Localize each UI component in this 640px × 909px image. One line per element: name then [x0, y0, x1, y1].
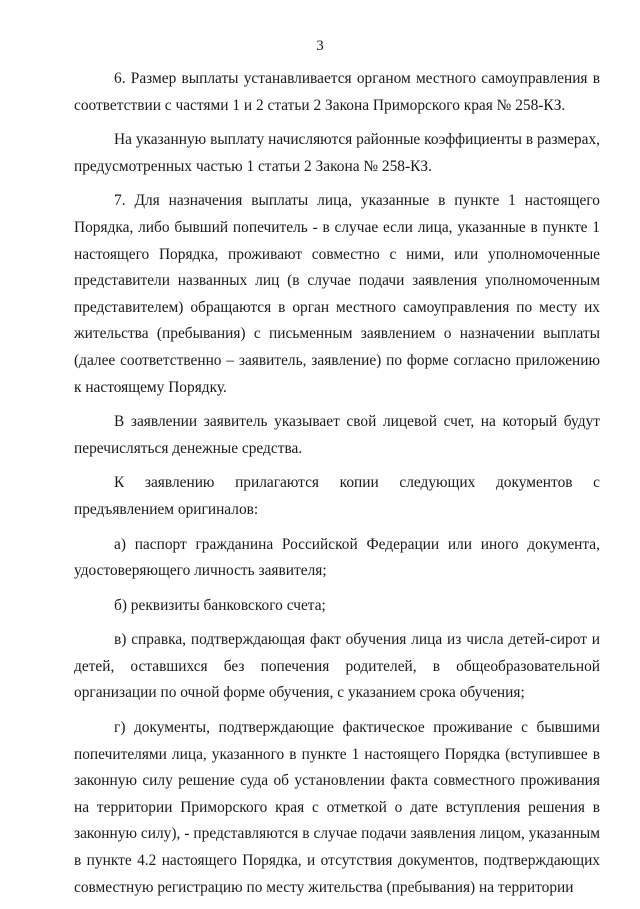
list-item-v-study-certificate: в) справка, подтверждающая факт обучения лица из числа детей-сирот и детей, оставшихся без попечения родителей, в общеобразовательной организации по очной форме обучения, с указанием срока обучения;	[74, 631, 600, 702]
paragraph-regional-coefficients: На указанную выплату начисляются районные коэффициенты в размерах, предусмотренных частью 1 статьи 2 Закона № 258-КЗ.	[74, 131, 600, 175]
paragraph-attached-documents-cont: предъявлением оригиналов:	[74, 500, 259, 518]
document-body	[74, 66, 600, 909]
paragraph-7-application: 7. Для назначения выплаты лица, указанные в пункте 1 настоящего Порядка, либо бывший попечитель - в случае если лица, указанные в пункте 1 настоящего Порядка, проживают совместно с ними, или уполномоченные представители названных лиц (в случае подачи заявления уполномоченным представителем) обращаются в орган местного самоуправления по месту их жительства (пребывания) с письменным заявлением о назначении выплаты (далее соответственно – заявитель, заявление) по форме согласно приложению к настоящему Порядку.	[74, 192, 600, 396]
list-item-a-passport: а) паспорт гражданина Российской Федерации или иного документа, удостоверяющего личность заявителя;	[74, 535, 600, 580]
paragraph-6-payment-amount: 6. Размер выплаты устанавливается органом местного самоуправления в соответствии с частями 1 и 2 статьи 2 Закона Приморского края № 258-КЗ.	[74, 70, 600, 114]
page-number: 3	[316, 38, 324, 54]
list-item-g-residence-documents: г) документы, подтверждающие фактическое проживание с бывшими попечителями лица, указанного в пункте 1 настоящего Порядка (вступившее в законную силу решение суда об установлении факта совместного проживания на территории Приморского края с отметкой о дате вступления решения в законную силу), - представляются в случае подачи заявления лицом, указанным в пункте 4.2 настоящего Порядка, и отсутствия документов, подтверждающих совместную регистрацию по месту жительства (пребывания) на территории	[74, 719, 600, 896]
paragraph-attached-documents: К заявлению прилагаются копии следующих документов с	[114, 474, 600, 492]
paragraph-personal-account: В заявлении заявитель указывает свой лицевой счет, на который будут перечисляться денежные средства.	[74, 413, 600, 457]
list-item-b-bank-details: б) реквизиты банковского счета;	[114, 596, 326, 614]
